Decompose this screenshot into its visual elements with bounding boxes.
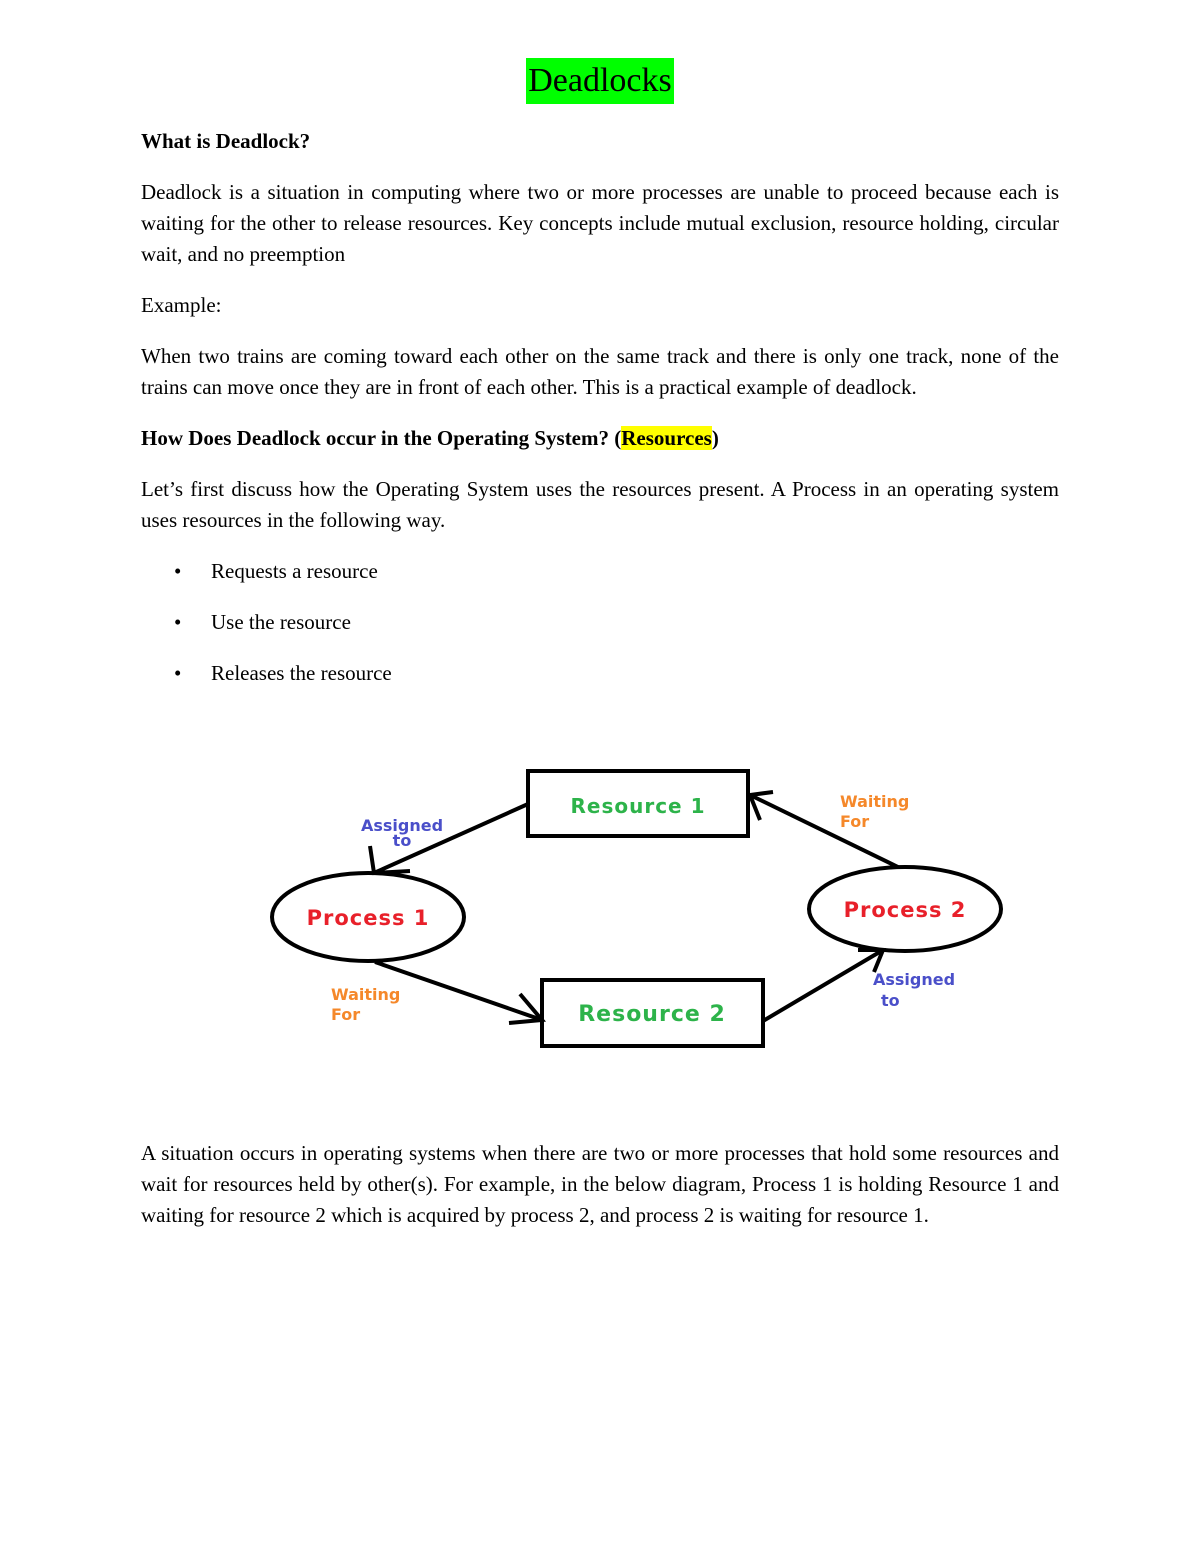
heading-what-is-deadlock: What is Deadlock? (141, 129, 311, 153)
closing-paragraph: A situation occurs in operating systems when there are two or more processes that hold some resources and wait for resources held by other(s). For example, in the below diagram, Process 1 is holding Resource 1 and waiting for resource 2 which is acquired by process 2, and process 2 is waiting for resource 1. (141, 1141, 1059, 1227)
assigned-label-2-line2: to (881, 991, 900, 1010)
bullet-icon: • (174, 559, 182, 583)
title-row (141, 58, 1059, 104)
waiting-label-1-line1: Waiting (331, 985, 401, 1004)
process-1-label: Process 1 (306, 906, 430, 930)
resource-2-label: Resource 2 (578, 1002, 726, 1027)
list-item (141, 607, 1059, 638)
assigned-label-2-line1: Assigned (872, 970, 956, 989)
process-2-label: Process 2 (843, 898, 967, 922)
bullet-icon: • (174, 610, 182, 634)
waiting-label-1-line2: For (331, 1005, 361, 1024)
list-item-text: Releases the resource (211, 661, 392, 685)
list-item (141, 556, 1059, 587)
heading-prefix: How Does Deadlock occur in the Operating System? ( (141, 426, 622, 450)
document-page (141, 58, 1059, 709)
assigned-label-1-line1: Assigned (360, 816, 444, 835)
heading-highlight: Resources (621, 426, 712, 450)
deadlock-diagram (262, 762, 1012, 1062)
list-item-text: Use the resource (211, 610, 351, 634)
list-item-text: Requests a resource (211, 559, 378, 583)
edge-r2-to-p2 (763, 950, 883, 1021)
list-item (141, 658, 1059, 689)
resource-1-label: Resource 1 (570, 794, 706, 818)
heading-suffix: ) (711, 426, 719, 450)
resource-usage-list (141, 556, 1059, 689)
example-label: Example: (141, 293, 222, 317)
heading-how-deadlock-occurs (141, 423, 1059, 454)
waiting-label-2-line1: Waiting (840, 792, 910, 811)
intro-paragraph: Let’s first discuss how the Operating System uses the resources present. A Process in an operating system uses resources in the following way. (141, 477, 1059, 532)
assigned-label-1-line2: to (392, 831, 412, 850)
page-title: Deadlocks (526, 58, 674, 104)
bullet-icon: • (174, 661, 182, 685)
definition-paragraph: Deadlock is a situation in computing where two or more processes are unable to proceed because each is waiting for the other to release resources. Key concepts include mutual exclusion, resource holding, circular wait, and no preemption (141, 180, 1059, 266)
waiting-label-2-line2: For (840, 812, 870, 831)
example-paragraph: When two trains are coming toward each other on the same track and there is only one track, none of the trains can move once they are in front of each other. This is a practical example of deadlock. (141, 344, 1059, 399)
